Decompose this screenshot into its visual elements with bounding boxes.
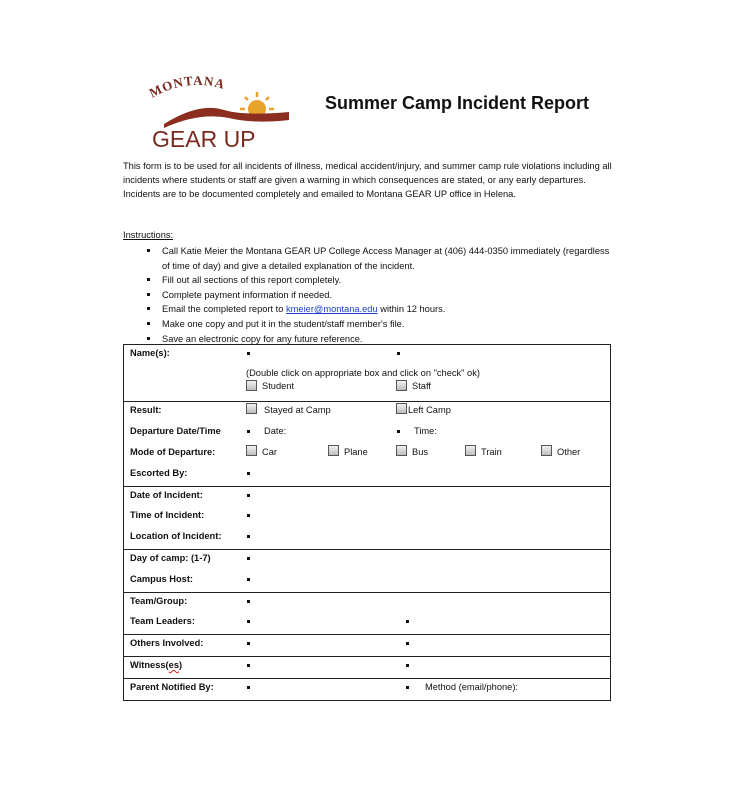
parent-section	[123, 678, 611, 701]
stayed-at-camp-label: Stayed at Camp	[264, 405, 331, 415]
list-item: Fill out all sections of this report completely.	[144, 273, 614, 288]
time-of-incident-label: Time of Incident:	[130, 510, 205, 520]
list-item: Save an electronic copy for any future reference.	[144, 332, 614, 347]
email-text-before: Email the completed report to	[162, 304, 287, 315]
mode-label: Mode of Departure:	[130, 447, 216, 457]
car-checkbox[interactable]	[246, 445, 257, 456]
mode-option-plane: Plane	[344, 447, 368, 457]
bullet-icon	[247, 557, 250, 560]
left-camp-label: Left Camp	[408, 405, 451, 415]
location-label: Location of Incident:	[130, 531, 222, 541]
email-link[interactable]: kmeier@montana.edu	[286, 304, 378, 315]
bullet-icon	[247, 578, 250, 581]
time-label: Time:	[414, 426, 437, 436]
bullet-icon	[247, 620, 250, 623]
bullet-icon	[247, 472, 250, 475]
names-section	[123, 344, 611, 402]
student-label: Student	[262, 381, 295, 391]
bullet-icon	[406, 664, 409, 667]
mode-option-other: Other	[557, 447, 581, 457]
list-item: Complete payment information if needed.	[144, 288, 614, 303]
list-item: Make one copy and put it in the student/staff member's file.	[144, 317, 614, 332]
result-label: Result:	[130, 405, 162, 415]
left-camp-checkbox[interactable]	[396, 403, 407, 414]
witness-label-c: )	[179, 660, 183, 670]
page-title: Summer Camp Incident Report	[325, 93, 590, 113]
bullet-icon	[247, 642, 250, 645]
train-checkbox[interactable]	[465, 445, 476, 456]
mode-option-bus: Bus	[412, 447, 429, 457]
staff-label: Staff	[412, 381, 431, 391]
svg-text:MONTANA	[147, 73, 227, 101]
names-label: Name(s):	[130, 348, 170, 358]
mountain-icon	[164, 108, 289, 128]
parent-notified-label: Parent Notified By:	[130, 682, 214, 692]
others-involved-label: Others Involved:	[130, 638, 204, 648]
logo-graphic	[144, 72, 294, 152]
instructions-list	[144, 244, 614, 346]
other-checkbox[interactable]	[541, 445, 552, 456]
bullet-icon	[247, 686, 250, 689]
list-item-email	[144, 302, 614, 317]
witness-label-a: Witness(	[130, 660, 169, 670]
instructions-heading: Instructions:	[123, 230, 174, 240]
stayed-at-camp-checkbox[interactable]	[246, 403, 257, 414]
camp-section	[123, 549, 611, 593]
mode-option-train: Train	[481, 447, 502, 457]
bullet-icon	[247, 430, 250, 433]
date-label: Date:	[264, 426, 287, 436]
bullet-icon	[247, 600, 250, 603]
team-section	[123, 592, 611, 635]
witness-label-b: es	[168, 660, 180, 670]
departure-label: Departure Date/Time	[130, 426, 221, 436]
bullet-icon	[406, 642, 409, 645]
staff-checkbox[interactable]	[396, 380, 407, 391]
bullet-icon	[406, 620, 409, 623]
bullet-icon	[247, 494, 250, 497]
mode-option-car: Car	[262, 447, 277, 457]
others-section	[123, 634, 611, 657]
bullet-icon	[247, 664, 250, 667]
team-leaders-label: Team Leaders:	[130, 616, 195, 626]
logo-word-montana: MONTANA	[146, 72, 227, 101]
names-note: (Double click on appropriate box and click on "check" ok)	[246, 368, 480, 378]
team-group-label: Team/Group:	[130, 596, 188, 606]
logo-word-gear-up: GEAR UP	[152, 126, 256, 152]
escorted-label: Escorted By:	[130, 468, 188, 478]
method-label: Method (email/phone):	[425, 682, 519, 692]
departure-section	[123, 401, 611, 487]
bullet-icon	[247, 514, 250, 517]
bullet-icon	[397, 352, 400, 355]
incident-form	[123, 344, 611, 702]
bullet-icon	[397, 430, 400, 433]
email-text-after: within 12 hours.	[377, 304, 446, 315]
day-of-camp-label: Day of camp: (1-7)	[130, 553, 211, 563]
montana-gear-up-logo	[144, 72, 294, 152]
student-checkbox[interactable]	[246, 380, 257, 391]
date-of-incident-label: Date of Incident:	[130, 490, 203, 500]
bullet-icon	[247, 352, 250, 355]
campus-host-label: Campus Host:	[130, 574, 194, 584]
witness-section	[123, 656, 611, 679]
bullet-icon	[247, 535, 250, 538]
witness-label	[130, 660, 182, 670]
bus-checkbox[interactable]	[396, 445, 407, 456]
incident-section	[123, 486, 611, 550]
intro-paragraph: This form is to be used for all incidents of illness, medical accident/injury, and summer camp rule violations including all incidents where students or staff are given a warning in which consequences are stated, or any early departures. Incidents are to be documented completely and emailed to Montana GEAR UP office in Helena.	[123, 161, 612, 200]
plane-checkbox[interactable]	[328, 445, 339, 456]
list-item: Call Katie Meier the Montana GEAR UP College Access Manager at (406) 444-0350 immediately (regardless of time of day) and give a detailed explanation of the incident.	[144, 244, 614, 273]
bullet-icon	[406, 686, 409, 689]
